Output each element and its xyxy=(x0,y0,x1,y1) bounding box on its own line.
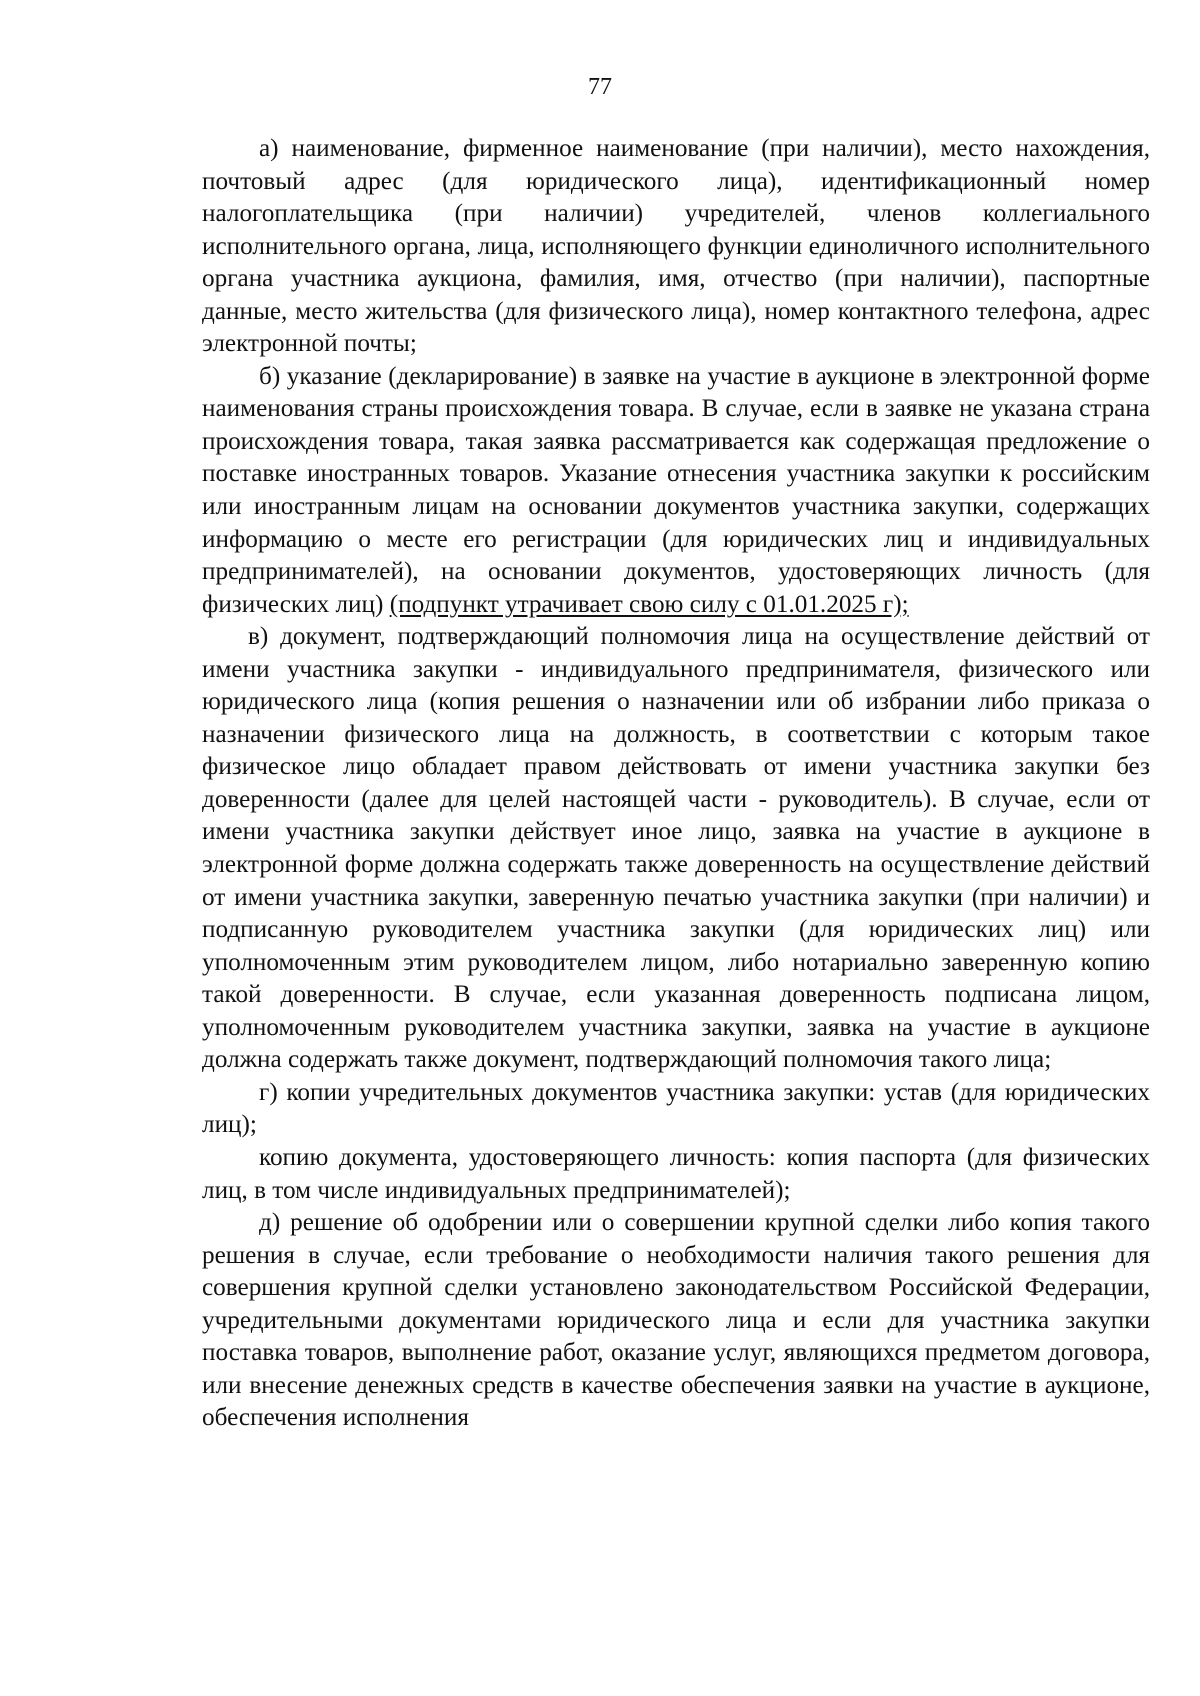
paragraph-d: д) решение об одобрении или о совершении крупной сделки либо копия такого решения в случае, если требование о необходимости наличия такого решения для совершения крупной сделки установлено законодательством Российской Федерации, учредительными документами юридического лица и если для участника закупки поставка товаров, выполнение работ, оказание услуг, являющихся предметом договора, или внесение денежных средств в качестве обеспечения заявки на участие в аукционе, обеспечения исполнения xyxy=(202,1209,1150,1432)
paragraph-b-text: б) указание (декларирование) в заявке на участие в аукционе в электронной форме наименования страны происхождения товара. В случае, если в заявке не указана страна происхождения товара, такая заявка рассматривается как содержащая предложение о поставке иностранных товаров. Указание отнесения участника закупки к российским или иностранным лицам на основании документов участника закупки, содержащих информацию о месте его регистрации (для юридических лиц и индивидуальных предпринимателей), на основании документов, удостоверяющих личность (для физических лиц) xyxy=(202,362,1150,618)
paragraph-b xyxy=(202,361,1150,621)
paragraph-g: г) копии учредительных документов участника закупки: устав (для юридических лиц); xyxy=(202,1078,1150,1139)
page-number: 77 xyxy=(588,74,612,100)
paragraph-a: а) наименование, фирменное наименование (при наличии), место нахождения, почтовый адрес (для юридического лица), идентификационный номер налогоплательщика (при наличии) учредителей, членов коллегиального исполнительного органа, лица, исполняющего функции единоличного исполнительного органа участника аукциона, фамилия, имя, отчество (при наличии), паспортные данные, место жительства (для физического лица), номер контактного телефона, адрес электронной почты; xyxy=(202,135,1150,358)
paragraph-v: в) документ, подтверждающий полномочия лица на осуществление действий от имени участника закупки - индивидуального предпринимателя, физического или юридического лица (копия решения о назначении или об избрании либо приказа о назначении физического лица на должность, в соответствии с которым такое физическое лицо обладает правом действовать от имени участника закупки без доверенности (далее для целей настоящей части - руководитель). В случае, если от имени участника закупки действует иное лицо, заявка на участие в аукционе в электронной форме должна содержать также доверенность на осуществление действий от имени участника закупки, заверенную печатью участника закупки (при наличии) и подписанную руководителем участника закупки (для юридических лиц) или уполномоченным этим руководителем лицом, либо нотариально заверенную копию такой доверенности. В случае, если указанная доверенность подписана лицом, уполномоченным руководителем участника закупки, заявка на участие в аукционе должна содержать также документ, подтверждающий полномочия такого лица; xyxy=(202,623,1150,1074)
paragraph-g-passport: копию документа, удостоверяющего личность: копия паспорта (для физических лиц, в том числе индивидуальных предпринимателей); xyxy=(202,1143,1150,1204)
document-body xyxy=(202,133,1150,1435)
paragraph-b-repeal-note: (подпункт утрачивает свою силу с 01.01.2025 г); xyxy=(389,590,909,618)
